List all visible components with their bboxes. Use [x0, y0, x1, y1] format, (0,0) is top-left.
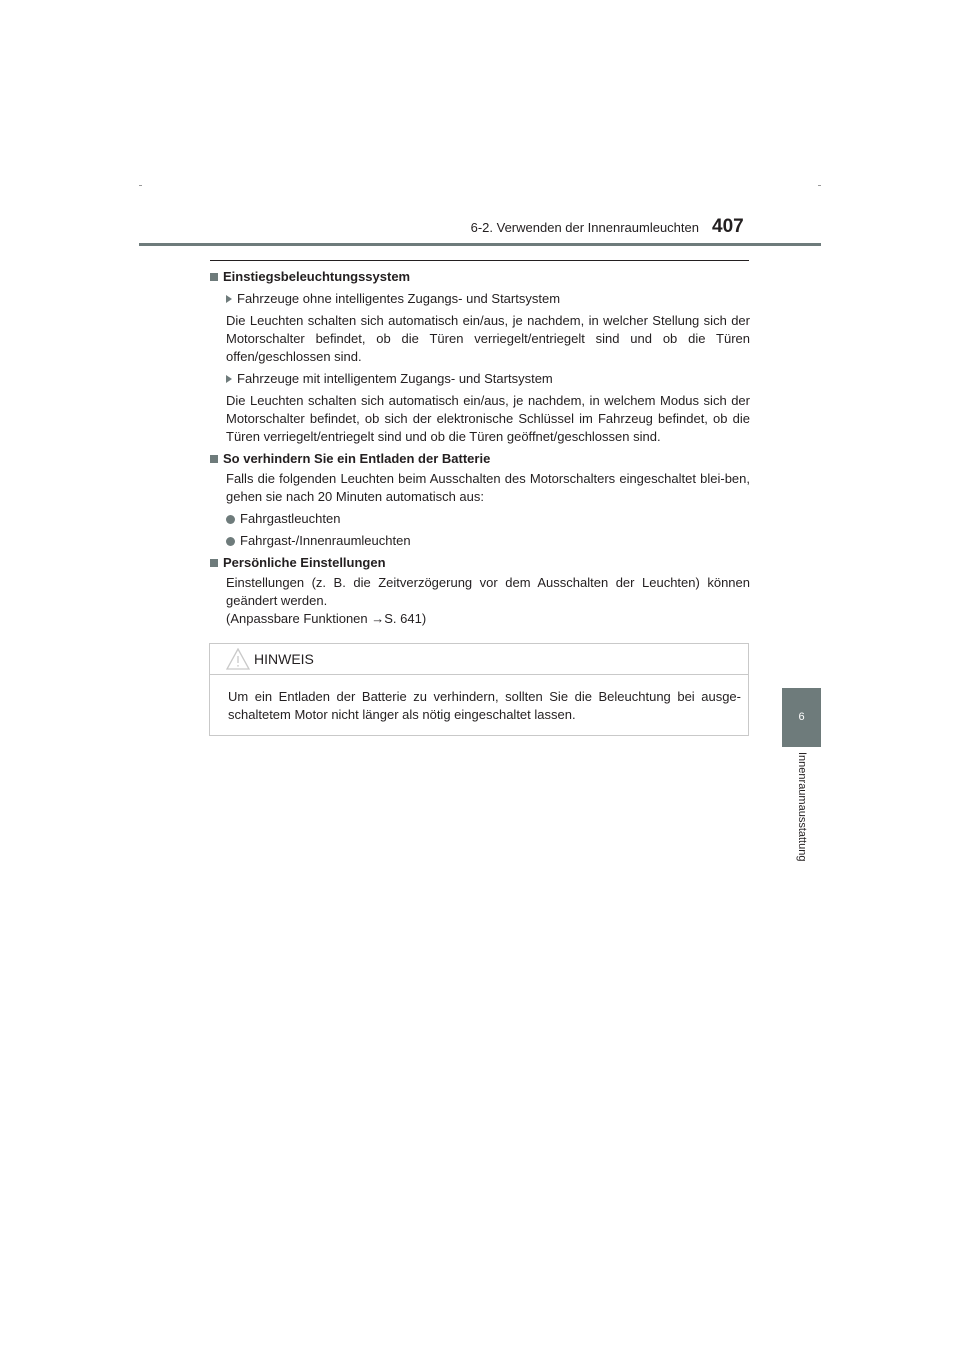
page-number: 407: [712, 216, 744, 237]
header-rule: [139, 243, 821, 246]
crop-mark-right: [818, 185, 821, 186]
subheading: [226, 290, 750, 308]
chapter-side-label: [782, 752, 821, 892]
paragraph-text: Einstellungen (z. B. die Zeitverzögerung vor dem Ausschalten der Leuchten) können geändert werden.: [226, 575, 750, 608]
page-content: [210, 268, 750, 628]
notice-title: HINWEIS: [254, 651, 314, 667]
chapter-tab: 6: [782, 688, 821, 747]
square-bullet-icon: [210, 273, 218, 281]
paragraph: Die Leuchten schalten sich automatisch ein/aus, je nachdem, in welchem Modus sich der Motorschalter befindet, ob sich der elektronische Schlüssel im Fahrzeug befindet, ob die Türen verriegelt/entriegelt sind und ob die Türen geöffnet/geschlossen sind.: [226, 393, 750, 444]
section-title: Einstiegsbeleuchtungssystem: [223, 269, 411, 284]
circle-bullet-icon: [226, 515, 235, 524]
section-title: So verhindern Sie ein Entladen der Batterie: [223, 451, 491, 466]
list-item-text: Fahrgastleuchten: [240, 511, 341, 526]
subheading: [226, 370, 750, 388]
paragraph: Die Leuchten schalten sich automatisch ein/aus, je nachdem, in welcher Stellung sich der Motorschalter befindet, ob die Türen verriegelt/entriegelt sind und ob die Türen offen/geschlossen sind.: [226, 313, 750, 364]
notice-box: [209, 643, 749, 736]
circle-bullet-icon: [226, 537, 235, 546]
triangle-bullet-icon: [226, 295, 232, 303]
square-bullet-icon: [210, 559, 218, 567]
crop-mark-left: [139, 185, 142, 186]
notice-text: Um ein Entladen der Batterie zu verhindern, sollten Sie die Beleuchtung bei ausge-schaltetem Motor nicht länger als nötig eingeschaltet lassen.: [228, 689, 741, 722]
warning-triangle-icon: [226, 648, 250, 670]
triangle-bullet-icon: [226, 375, 232, 383]
list-item: [226, 510, 750, 528]
paragraph: Falls die folgenden Leuchten beim Ausschalten des Motorschalters eingeschaltet blei-ben, gehen sie nach 20 Minuten automatisch aus:: [226, 471, 750, 504]
notice-header: [210, 644, 748, 675]
subheading-text: Fahrzeuge ohne intelligentes Zugangs- und Startsystem: [237, 291, 561, 306]
page-reference: (Anpassbare Funktionen →S. 641): [226, 611, 427, 626]
subheading-text: Fahrzeuge mit intelligentem Zugangs- und Startsystem: [237, 371, 553, 386]
list-item-text: Fahrgast-/Innenraumleuchten: [240, 533, 411, 548]
section-heading: [210, 268, 750, 286]
chapter-title: Innenraumausstattung: [796, 752, 808, 862]
section-heading: [210, 554, 750, 572]
list-item: [226, 532, 750, 550]
running-header: 6-2. Verwenden der Innenraumleuchten: [470, 220, 699, 235]
square-bullet-icon: [210, 455, 218, 463]
section-title: Persönliche Einstellungen: [223, 555, 386, 570]
section-heading: [210, 450, 750, 468]
paragraph: [226, 574, 750, 628]
content-rule: [210, 260, 749, 261]
